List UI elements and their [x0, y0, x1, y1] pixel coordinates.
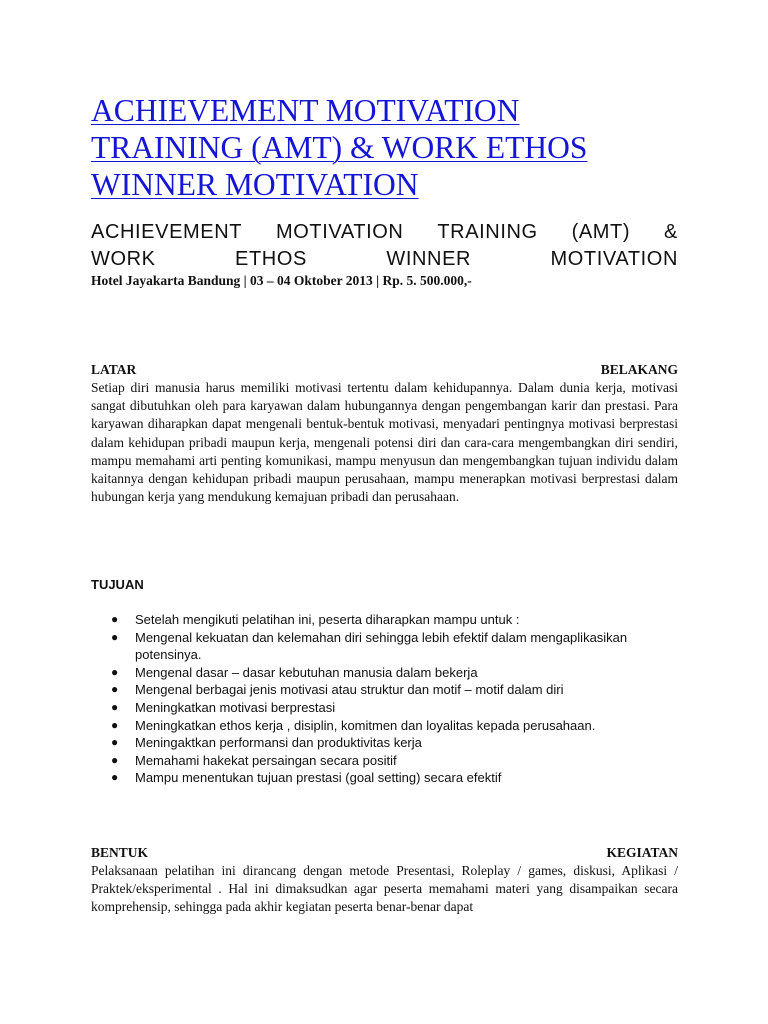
list-item: ● Mengenal kekuatan dan kelemahan diri sehingga lebih efektif dalam mengaplikasikan potensinya.: [111, 629, 628, 663]
title-line-2: TRAINING (AMT) & WORK ETHOS: [91, 130, 588, 165]
subtitle-word: MOTIVATION: [550, 248, 678, 270]
subtitle-line-1: [91, 219, 678, 246]
event-meta: Hotel Jayakarta Bandung | 03 – 04 Oktober 2013 | Rp. 5. 500.000,-: [91, 273, 472, 288]
tujuan-heading: TUJUAN: [91, 577, 144, 592]
list-item: ● Mampu menentukan tujuan prestasi (goal setting) secara efektif: [111, 770, 502, 786]
page-title[interactable]: [91, 92, 678, 203]
bullet-icon: ●: [111, 735, 119, 750]
list-item: ● Meningaktkan performansi dan produktivitas kerja: [111, 735, 422, 751]
bullet-icon: ●: [111, 699, 119, 714]
subtitle-line-2: [91, 246, 678, 273]
subtitle-word: WORK: [91, 248, 156, 270]
heading-left: BENTUK: [91, 845, 149, 860]
title-line-3: WINNER MOTIVATION: [91, 167, 419, 202]
bullet-icon: ●: [111, 664, 119, 679]
subtitle-word: ETHOS: [235, 248, 307, 270]
bullet-icon: ●: [111, 682, 119, 697]
bullet-icon: ●: [111, 770, 119, 785]
bullet-icon: ●: [111, 752, 119, 767]
title-link[interactable]: [91, 93, 587, 202]
heading-left: LATAR: [91, 362, 137, 377]
heading-right: BELAKANG: [600, 362, 678, 377]
bullet-icon: ●: [111, 612, 119, 626]
title-line-1: ACHIEVEMENT MOTIVATION: [91, 93, 520, 128]
list-item: ● Mengenal dasar – dasar kebutuhan manusia dalam bekerja: [111, 664, 478, 680]
bullet-icon: ●: [111, 717, 119, 732]
list-item: ● Setelah mengikuti pelatihan ini, peserta diharapkan mampu untuk :: [111, 612, 520, 627]
bentuk-kegiatan-paragraph: Pelaksanaan pelatihan ini dirancang dengan metode Presentasi, Roleplay / games, diskusi, Aplikasi / Praktek/eksperimental . Hal ini dimaksudkan agar peserta memahami materi yang disampaikan secara komprehensip, sehingga pada akhir kegiatan peserta benar-benar dapat: [91, 863, 678, 915]
tujuan-list: [91, 611, 678, 787]
subtitle-word: (AMT): [571, 221, 631, 243]
heading-right: KEGIATAN: [606, 845, 678, 860]
subtitle-word: MOTIVATION: [275, 221, 404, 243]
subtitle-word: WINNER: [386, 248, 472, 270]
list-item: ● Meningkatkan motivasi berprestasi: [111, 699, 336, 715]
list-item: ● Meningkatkan ethos kerja , disiplin, komitmen dan loyalitas kepada perusahaan.: [111, 717, 596, 733]
bullet-icon: ●: [111, 629, 119, 644]
latar-belakang-heading: [91, 361, 678, 379]
latar-belakang-paragraph: Setiap diri manusia harus memiliki motivasi tertentu dalam kehidupannya. Dalam dunia kerja, motivasi sangat dibutuhkan oleh para karyawan dalam hubungannya dengan pengembangan karir dan prestasi. Para karyawan diharapkan dapat mengenali bentuk-bentuk motivasi, menyadari pentingnya motivasi berprestasi dalam kehidupan pribadi maupun kerja, mengenali potensi diri dan cara-cara mengembangkan diri sendiri, mampu memahami arti penting komunikasi, mampu menyusun dan mengembangkan tujuan individu dalam kaitannya dengan kehidupan pribadi maupun perusahaan, mampu menerapkan motivasi berprestasi dalam hubungan kerja yang mendukung kemajuan pribadi dan perusahaan.: [91, 380, 678, 505]
list-item: ● Memahami hakekat persaingan secara positif: [111, 752, 397, 768]
list-item: ● Mengenal berbagai jenis motivasi atau struktur dan motif – motif dalam diri: [111, 682, 564, 698]
subtitle-word: TRAINING: [437, 221, 538, 243]
subtitle-word: ACHIEVEMENT: [91, 221, 243, 243]
bentuk-kegiatan-heading: [91, 844, 678, 862]
subtitle-word: &: [664, 221, 678, 243]
subtitle: [91, 219, 678, 273]
